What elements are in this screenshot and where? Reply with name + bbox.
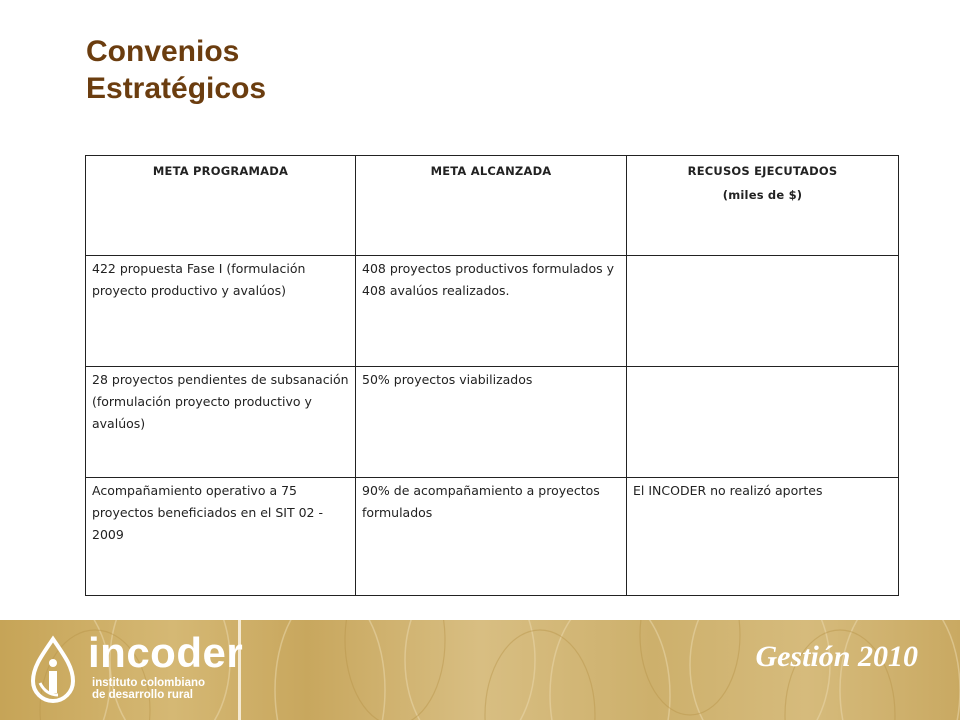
incoder-drop-logo-icon: [28, 635, 78, 707]
header-meta-alcanzada: [356, 156, 627, 256]
table-row: [86, 256, 899, 367]
cell-meta-programada: Acompañamiento operativo a 75 proyectos beneficiados en el SIT 02 - 2009: [86, 478, 356, 596]
gestion-tagline: Gestión 2010: [755, 640, 918, 673]
header-sublabel: (miles de $): [722, 188, 803, 202]
logo-subtitle: [92, 677, 205, 701]
cell-meta-programada: 28 proyectos pendientes de subsanación (formulación proyecto productivo y avalúos): [86, 367, 356, 478]
page-title: [86, 33, 266, 107]
cell-meta-alcanzada: 50% proyectos viabilizados: [356, 367, 627, 478]
cell-meta-alcanzada: 408 proyectos productivos formulados y 408 avalúos realizados.: [356, 256, 627, 367]
cell-meta-programada: 422 propuesta Fase I (formulación proyecto productivo y avalúos): [86, 256, 356, 367]
header-meta-programada: [86, 156, 356, 256]
cell-recursos: El INCODER no realizó aportes: [627, 478, 899, 596]
header-label: META PROGRAMADA: [152, 164, 289, 178]
cell-recursos: [627, 256, 899, 367]
logo-subtitle-line-1: instituto colombiano: [92, 677, 206, 689]
title-line-1: Convenios: [86, 35, 240, 68]
logo-subtitle-line-2: de desarrollo rural: [92, 689, 193, 701]
table-header-row: [86, 156, 899, 256]
table-row: [86, 367, 899, 478]
header-label: RECUSOS EJECUTADOS: [687, 164, 838, 178]
logo-wordmark: incoder: [88, 629, 244, 676]
table-row: [86, 478, 899, 596]
header-recursos-ejecutados: [627, 156, 899, 256]
header-label: META ALCANZADA: [430, 164, 552, 178]
title-line-2: Estratégicos: [86, 72, 267, 105]
goals-table: [85, 155, 899, 596]
cell-meta-alcanzada: 90% de acompañamiento a proyectos formulados: [356, 478, 627, 596]
footer-band: [0, 620, 960, 720]
cell-recursos: [627, 367, 899, 478]
